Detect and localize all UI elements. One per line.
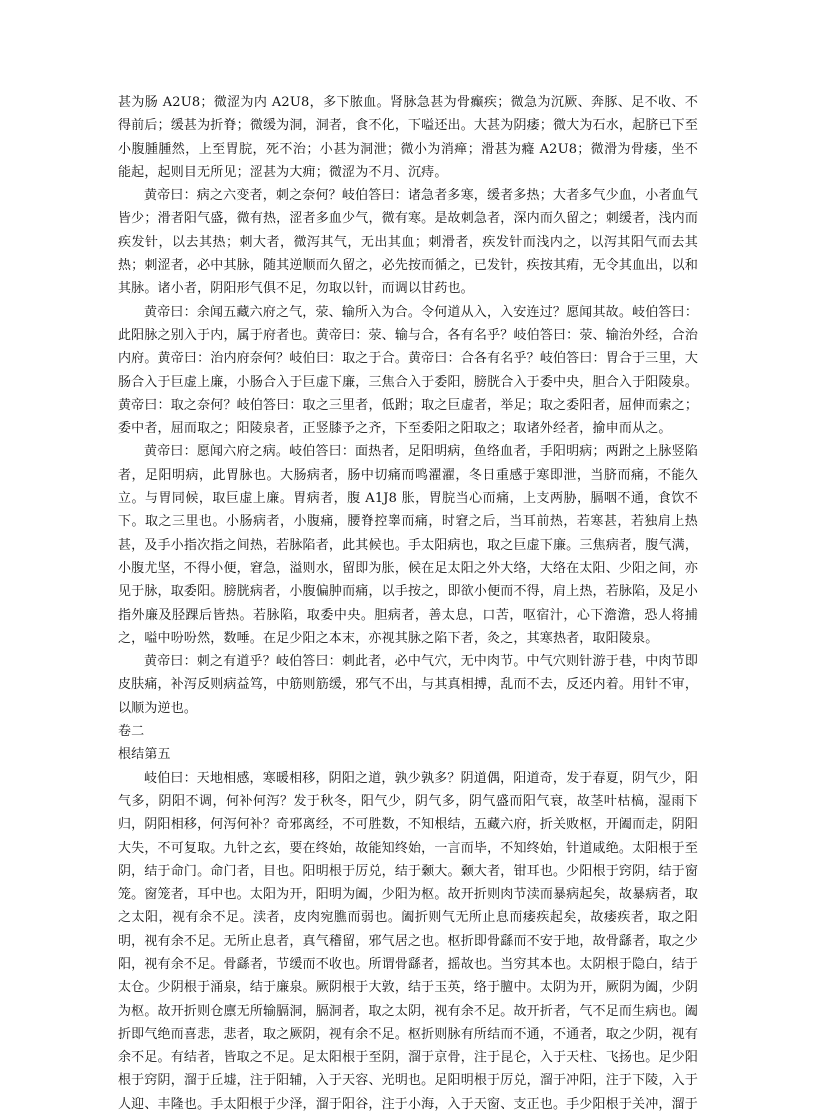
chapter-heading: 根结第五 (118, 747, 171, 763)
document-page (118, 91, 698, 1116)
paragraph-2: 黄帝曰：病之六变者，刺之奈何？岐伯答曰：诸急者多寒，缓者多热；大者多气少血，小者血气皆少；滑者阳气盛，微有热，涩者多血少气，微有寒。是故刺急者，深内而久留之；刺缓者，浅内而疾发针，以去其热；刺大者，微泻其气，无出其血；刺滑者，疾发针而浅内之，以泻其阳气而去其热；刺涩者，必中其脉，随其逆顺而久留之，必先按而循之，已发针，疾按其痏，无令其血出，以和其脉。诸小者，阴阳形气俱不足，勿取以针，而调以甘药也。 (118, 188, 698, 297)
paragraph-4: 黄帝曰：愿闻六府之病。岐伯答曰：面热者，足阳明病，鱼络血者，手阳明病；两跗之上脉竖陷者，足阳明病，此胃脉也。大肠病者，肠中切痛而鸣濯濯，冬日重感于寒即泄，当脐而痛，不能久立。与胃同候，取巨虚上廉。胃病者，腹 A1J8 胀，胃脘当心而痛，上支两胁，膈咽不通，食饮不下。取之三里也。小肠病者，小腹痛，腰脊控睾而痛，时窘之后，当耳前热，若寒甚，若独肩上热甚，及手小指次指之间热，若脉陷者，此其候也。手太阳病也，取之巨虚下廉。三焦病者，腹气满，小腹尤坚，不得小便，窘急，溢则水，留即为胀，候在足太阳之外大络，大络在太阳、少阳之间，亦见于脉，取委阳。膀胱病者，小腹偏肿而痛，以手按之，即欲小便而不得，肩上热，若脉陷，及足小指外廉及胫踝后皆热。若脉陷，取委中央。胆病者，善太息，口苦，呕宿汁，心下澹澹，恐人将捕之，嗌中吩吩然，数唾。在足少阳之本末，亦视其脉之陷下者，灸之，其寒热者，取阳陵泉。 (118, 444, 698, 646)
volume-heading: 卷二 (118, 724, 145, 740)
paragraph-5: 黄帝曰：刺之有道乎？岐伯答曰：刺此者，必中气穴，无中肉节。中气穴则针游于巷，中肉节即皮肤痛，补泻反则病益笃，中筋则筋缓，邪气不出，与其真相搏，乱而不去，反还内着。用针不审，以顺为逆也。 (118, 654, 698, 716)
chapter-paragraph: 岐伯曰：天地相感，寒暖相移，阴阳之道，孰少孰多？阴道偶，阳道奇，发于春夏，阴气少，阳气多，阴阳不调，何补何泻？发于秋冬，阳气少，阴气多，阴气盛而阳气衰，故茎叶枯槁，湿雨下归，阴阳相移，何泻何补？奇邪离经，不可胜数，不知根结，五藏六府，折关败枢，开阖而走，阴阳大失，不可复取。九针之玄，要在终始，故能知终始，一言而毕，不知终始，针道咸绝。太阳根于至阴，结于命门。命门者，目也。阳明根于厉兑，结于颡大。颡大者，钳耳也。少阳根于窍阴，结于窗笼。窗笼者，耳中也。太阳为开，阳明为阖，少阳为枢。故开折则肉节渎而暴病起矣，故暴病者，取之太阳，视有余不足。渎者，皮肉宛膲而弱也。阖折则气无所止息而痿疾起矣，故痿疾者，取之阳明，视有余不足。无所止息者，真气稽留，邪气居之也。枢折即骨繇而不安于地，故骨繇者，取之少阳，视有余不足。骨繇者，节缓而不收也。所谓骨繇者，摇故也。当穷其本也。太阴根于隐白，结于太仓。少阴根于涌泉，结于廉泉。厥阴根于大敦，结于玉英，络于膻中。太阴为开，厥阴为阖，少阴为枢。故开折则仓廪无所输膈洞，膈洞者，取之太阴，视有余不足。故开折者，气不足而生病也。阖折即气绝而喜悲，悲者，取之厥阴，视有余不足。枢折则脉有所结而不通，不通者，取之少阴，视有余不足。有结者，皆取之不足。足太阳根于至阴，溜于京骨，注于昆仑，入于天柱、飞扬也。足少阳根于窍阴，溜于丘墟，注于阳辅，入于天容、光明也。足阳明根于厉兑，溜于冲阳，注于下陵，入于人迎、丰隆也。手太阳根于少泽，溜于阳谷，注于小海，入于天窗、支正也。手少阳根于关冲，溜于 (118, 770, 698, 1112)
paragraph-3: 黄帝曰：余闻五藏六府之气，荥、输所入为合。令何道从入，入安连过？愿闻其故。岐伯答曰：此阳脉之别入于内，属于府者也。黄帝曰：荥、输与合，各有名乎？岐伯答曰：荥、输治外经，合治内府。黄帝曰：治内府奈何？岐伯曰：取之于合。黄帝曰：合各有名乎？岐伯答曰：胃合于三里，大肠合入于巨虚上廉，小肠合入于巨虚下廉，三焦合入于委阳，膀胱合入于委中央，胆合入于阳陵泉。黄帝曰：取之奈何？岐伯答曰：取之三里者，低跗；取之巨虚者，举足；取之委阳者，屈伸而索之；委中者，屈而取之；阳陵泉者，正竖膝予之齐，下至委阳之阳取之；取诸外经者，揄申而从之。 (118, 304, 698, 437)
paragraph-1: 甚为肠 A2U8；微涩为内 A2U8，多下脓血。肾脉急甚为骨癫疾；微急为沉厥、奔豚、足不收、不得前后；缓甚为折脊；微缓为洞，洞者，食不化，下嗌还出。大甚为阴痿；微大为石水，起脐已下至小腹腫腫然，上至胃脘，死不治；小甚为洞泄；微小为消瘅；滑甚为癃 A2U8；微滑为骨痿，坐不能起，起则目无所见；涩甚为大痈；微涩为不月、沉痔。 (118, 95, 698, 180)
